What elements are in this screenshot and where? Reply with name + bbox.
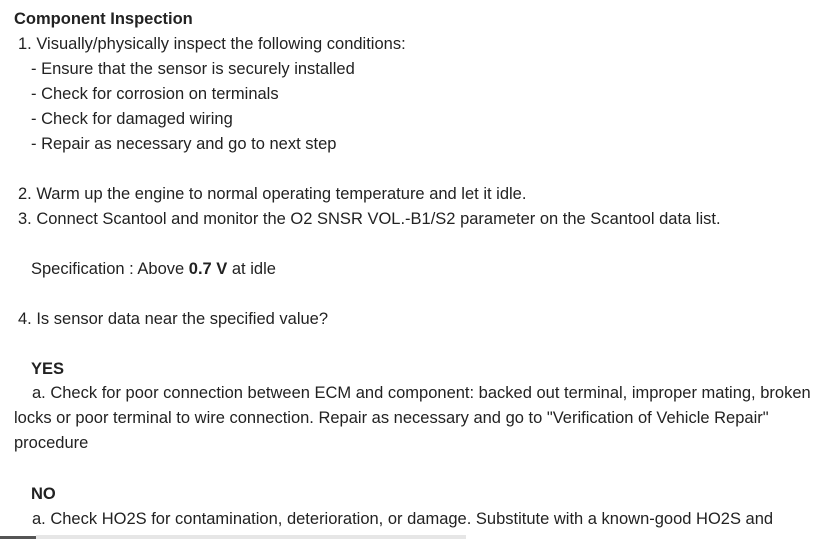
specification-prefix: Specification : Above	[31, 260, 189, 278]
specification-suffix: at idle	[227, 260, 276, 278]
section-title: Component Inspection	[14, 10, 193, 28]
no-label: NO	[31, 485, 56, 503]
yes-action-text: a. Check for poor connection between ECM and component: backed out terminal, improper mating, broken locks or poor terminal to wire connection. Repair as necessary and go to "Verification of Vehicle Repair" procedure	[14, 384, 811, 452]
step-1-item: - Repair as necessary and go to next step	[31, 135, 337, 153]
no-action-text: a. Check HO2S for contamination, deterioration, or damage. Substitute with a known-good HO2S and	[32, 510, 774, 528]
step-1-item: - Ensure that the sensor is securely installed	[31, 60, 355, 78]
specification-value: 0.7 V	[188, 260, 228, 278]
step-1-item: - Check for damaged wiring	[31, 110, 233, 128]
step-2-text: 2. Warm up the engine to normal operating temperature and let it idle.	[18, 185, 527, 203]
specification-line	[31, 259, 276, 279]
yes-label: YES	[31, 360, 65, 378]
step-3-text: 3. Connect Scantool and monitor the O2 SNSR VOL.-B1/S2 parameter on the Scantool data list.	[18, 210, 721, 228]
step-4-question: 4. Is sensor data near the specified value?	[18, 310, 329, 328]
step-1-heading: 1. Visually/physically inspect the following conditions:	[18, 35, 406, 53]
step-1-item: - Check for corrosion on terminals	[31, 85, 279, 103]
horizontal-scrollbar[interactable]	[36, 535, 466, 539]
